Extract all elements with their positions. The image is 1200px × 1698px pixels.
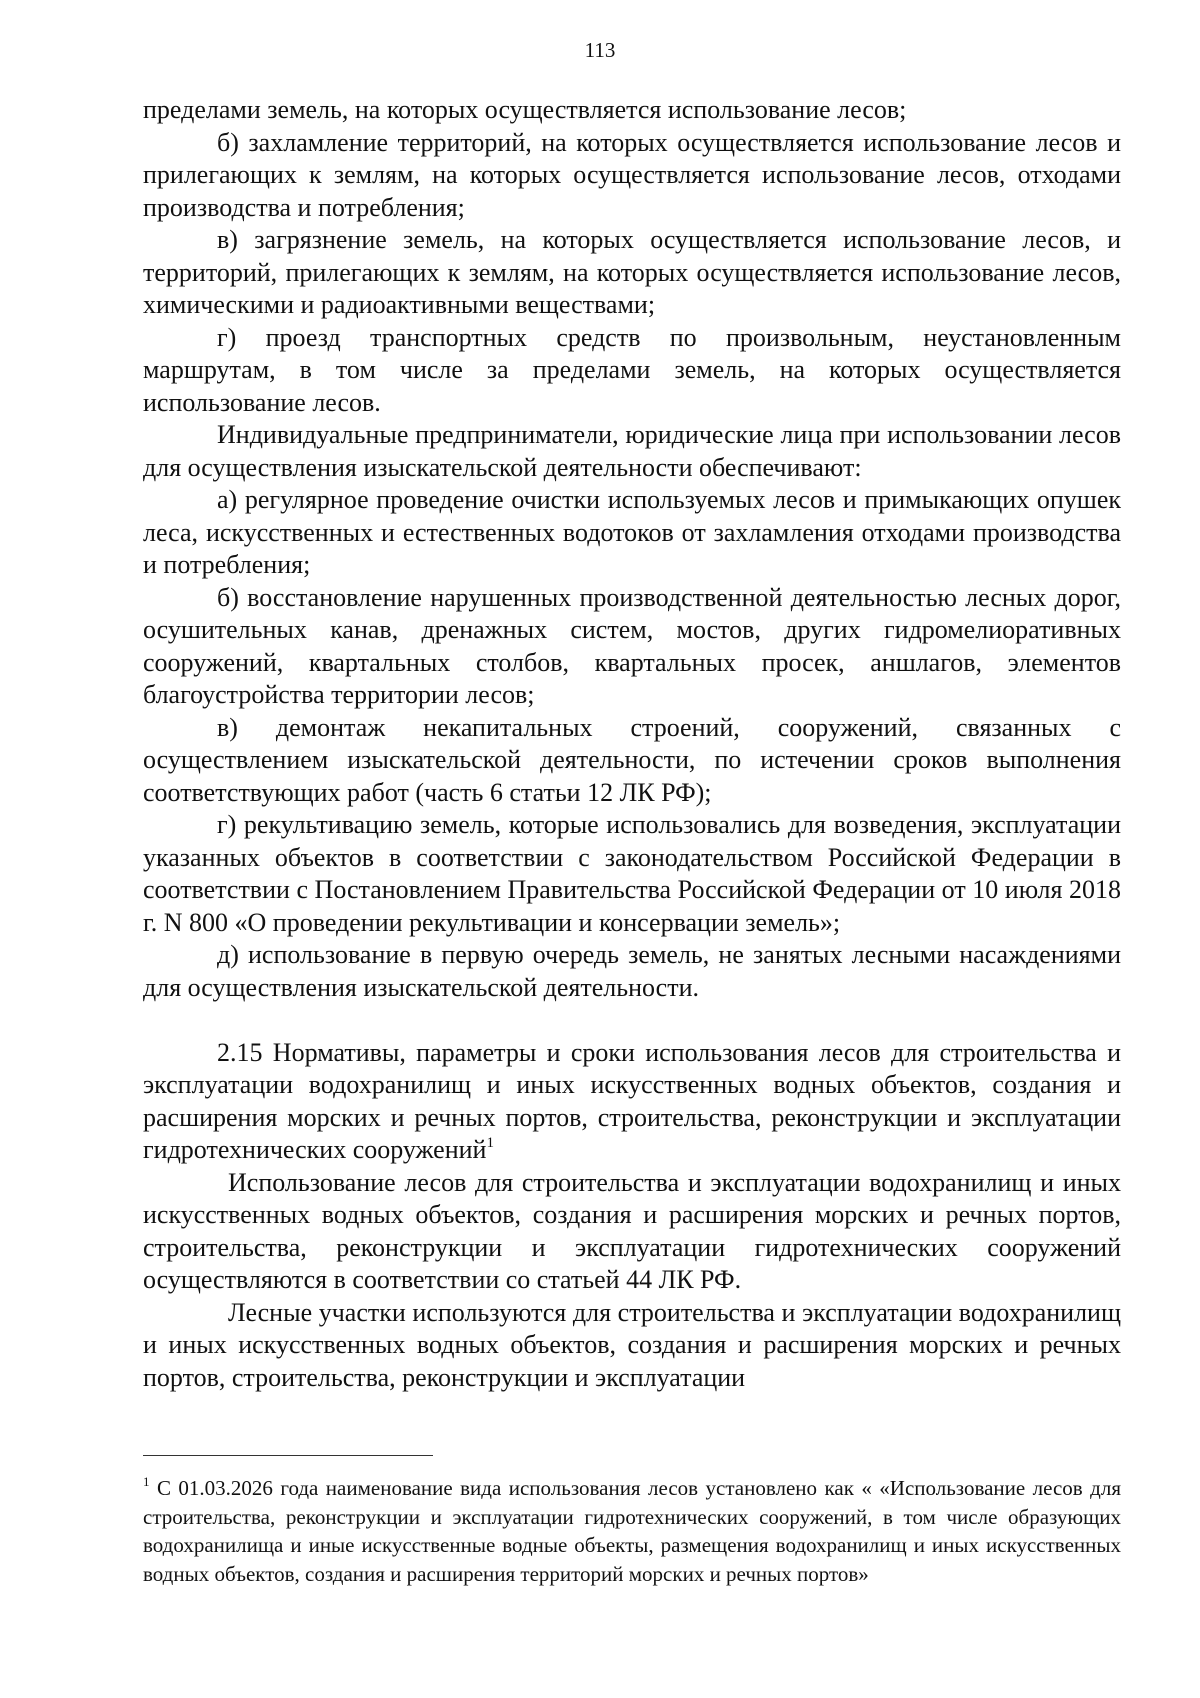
- section-paragraph: Использование лесов для строительства и эксплуатации водохранилищ и иных искусственных водных объектов, создания и расширения морских и речных портов, строительства, реконструкции и эксплуатации гидротехнических сооружений осуществляются в соответствии со статьей 44 ЛК РФ.: [143, 1167, 1121, 1294]
- page-number: 113: [584, 38, 616, 62]
- section-heading-text: 2.15 Нормативы, параметры и сроки использования лесов для строительства и эксплуатации водохранилищ и иных искусственных водных объектов, создания и расширения морских и речных портов, строительства, реконструкции и эксплуатации гидротехнических сооружений: [143, 1037, 1121, 1164]
- section-heading: [143, 1037, 1121, 1167]
- list-item-g: г) проезд транспортных средств по произвольным, неустановленным маршрутам, в том числе за пределами земель, на которых осуществляется использование лесов.: [143, 322, 1121, 417]
- footnote-reference[interactable]: 1: [486, 1135, 494, 1151]
- document-body: [143, 94, 1121, 1394]
- list-item-v: в) загрязнение земель, на которых осуществляется использование лесов, и территорий, прилегающих к землям, на которых осуществляется использование лесов, химическими и радиоактивными веществами;: [143, 225, 1121, 319]
- obligation-item-v: в) демонтаж некапитальных строений, сооружений, связанных с осуществлением изыскательской деятельности, по истечении сроков выполнения соответствующих работ (часть 6 статьи 12 ЛК РФ);: [143, 712, 1121, 807]
- obligation-item-d: д) использование в первую очередь земель, не занятых лесными насаждениями для осуществления изыскательской деятельности.: [143, 940, 1121, 1002]
- obligation-item-g: г) рекультивацию земель, которые использовались для возведения, эксплуатации указанных объектов в соответствии с законодательством Российской Федерации в соответствии с Постановлением Правительства Российской Федерации от 10 июля 2018 г. N 800 «О проведении рекультивации и консервации земель»;: [143, 810, 1121, 937]
- footnote-divider: [143, 1455, 433, 1456]
- paragraph-continuation: пределами земель, на которых осуществляется использование лесов;: [143, 95, 907, 124]
- section-paragraph: Лесные участки используются для строительства и эксплуатации водохранилищ и иных искусственных водных объектов, создания и расширения морских и речных портов, строительства, реконструкции и эксплуатации: [143, 1297, 1121, 1392]
- obligation-item-b: б) восстановление нарушенных производственной деятельностью лесных дорог, осушительных канав, дренажных систем, мостов, других гидромелиоративных сооружений, квартальных столбов, квартальных просек, аншлагов, элементов благоустройства территории лесов;: [143, 582, 1121, 709]
- footnote-text: С 01.03.2026 года наименование вида использования лесов установлено как « «Использование лесов для строительства, реконструкции и эксплуатации гидротехнических сооружений, в том числе образующих водохранилища и иные искусственные водные объекты, размещения водохранилищ и иных искусственных водных объектов, создания и расширения территорий морских и речных портов»: [143, 1476, 1121, 1586]
- footnote-marker: 1: [143, 1474, 150, 1489]
- list-item-b: б) захламление территорий, на которых осуществляется использование лесов и прилегающих к землям, на которых осуществляется использование лесов, отходами производства и потребления;: [143, 127, 1121, 222]
- obligation-item-a: а) регулярное проведение очистки используемых лесов и примыкающих опушек леса, искусственных и естественных водотоков от захламления отходами производства и потребления;: [143, 485, 1121, 579]
- paragraph-obligations-intro: Индивидуальные предприниматели, юридические лица при использовании лесов для осуществления изыскательской деятельности обеспечивают:: [143, 420, 1121, 482]
- footnote: [143, 1474, 1121, 1588]
